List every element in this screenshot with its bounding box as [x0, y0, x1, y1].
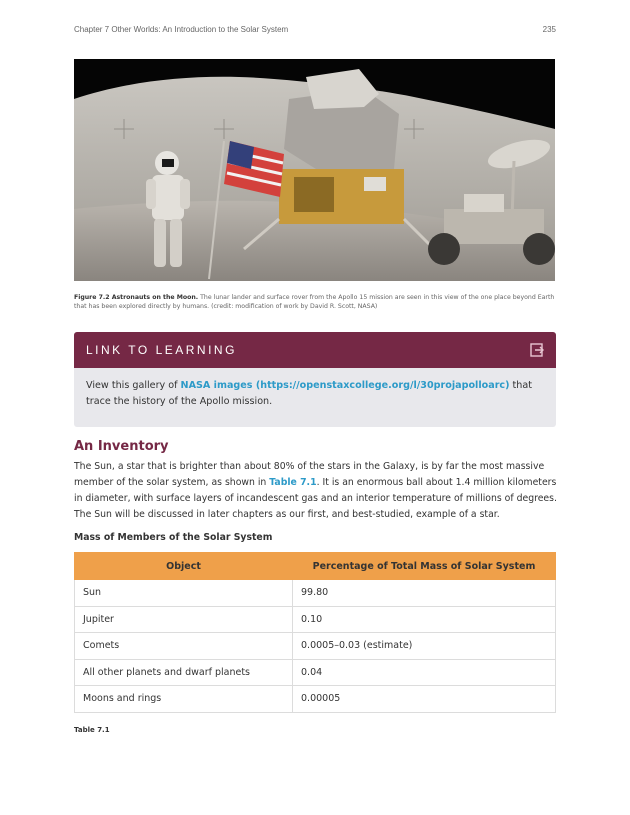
figure-caption-text: The lunar lander and surface rover from the Apollo 15 mission are seen in this view of the one place beyond Earth that has been explored directly by humans. (credit: modification of work by David R. Scott, NASA)	[74, 294, 555, 310]
header-object: Object	[75, 553, 293, 580]
cell-object: Moons and rings	[75, 686, 293, 713]
cell-percentage: 99.80	[293, 580, 556, 607]
cell-object: All other planets and dwarf planets	[75, 659, 293, 686]
cell-percentage: 0.04	[293, 659, 556, 686]
link-to-learning-text-before: View this gallery of	[86, 380, 181, 391]
lunar-surface-illustration	[74, 59, 555, 281]
cell-percentage: 0.0005–0.03 (estimate)	[293, 633, 556, 660]
page-number: 235	[542, 25, 556, 34]
cell-object: Sun	[75, 580, 293, 607]
section-title: An Inventory	[74, 439, 169, 454]
table-row	[75, 659, 556, 686]
figure-label: Figure 7.2 Astronauts on the Moon.	[74, 294, 199, 301]
link-to-learning-title: LINK TO LEARNING	[86, 343, 237, 357]
table-title: Mass of Members of the Solar System	[74, 532, 273, 543]
table-header-row	[75, 553, 556, 580]
table-row	[75, 580, 556, 607]
link-to-learning-box	[74, 332, 556, 427]
link-to-learning-header	[74, 332, 556, 368]
table-row	[75, 633, 556, 660]
paragraph-text-before: The Sun, a star that is brighter than about 80% of the stars in the Galaxy, is by far the most massive member of the solar system, as shown in	[74, 461, 545, 488]
cell-percentage: 0.00005	[293, 686, 556, 713]
mass-table	[74, 552, 556, 713]
table-row	[75, 686, 556, 713]
nasa-images-link[interactable]: NASA images (https://openstaxcollege.org/l/30projapolloarc)	[180, 380, 510, 391]
body-paragraph	[74, 459, 557, 523]
cell-object: Comets	[75, 633, 293, 660]
paragraph-text-after: . It is an enormous ball about 1.4 million kilometers in diameter, with surface layers of incandescent gas and an interior temperature of millions of degrees. The Sun will be discussed in later chapters as our first, and best-studied, example of a star.	[74, 477, 557, 520]
running-head	[74, 25, 556, 34]
header-percentage: Percentage of Total Mass of Solar System	[293, 553, 556, 580]
table-row	[75, 606, 556, 633]
cell-object: Jupiter	[75, 606, 293, 633]
figure-caption	[74, 293, 556, 311]
table-number: Table 7.1	[74, 726, 110, 734]
chapter-title: Chapter 7 Other Worlds: An Introduction to the Solar System	[74, 25, 289, 34]
table-reference-link[interactable]: Table 7.1	[269, 477, 317, 488]
cell-percentage: 0.10	[293, 606, 556, 633]
external-link-icon	[530, 343, 544, 357]
link-to-learning-body	[74, 368, 556, 410]
link-to-learning-text-after: that trace the history of the Apollo mission.	[86, 380, 533, 407]
apollo-15-photo	[74, 59, 555, 281]
